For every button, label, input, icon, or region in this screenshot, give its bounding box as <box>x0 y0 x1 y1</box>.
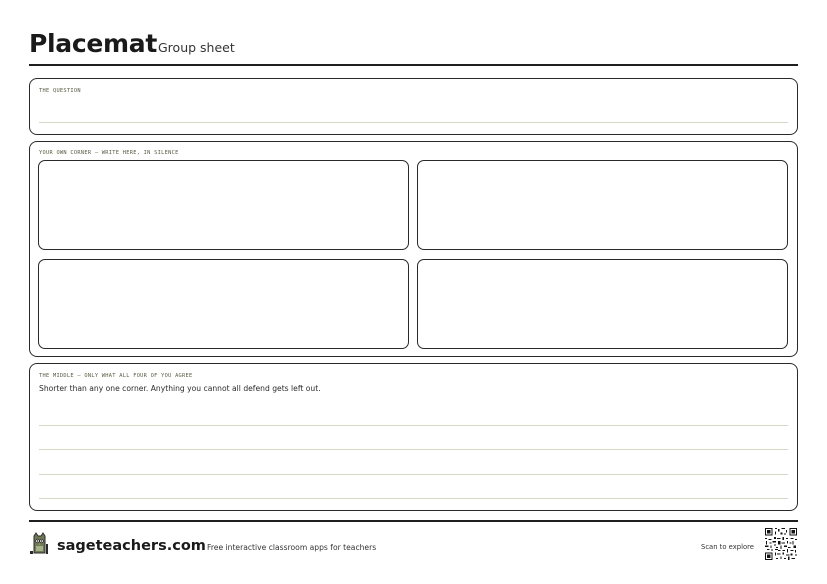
page-title: Placemat <box>29 29 158 58</box>
corners-label: YOUR OWN CORNER — WRITE HERE, IN SILENCE <box>39 150 179 156</box>
corners-box <box>29 141 798 357</box>
question-box[interactable] <box>29 78 798 135</box>
brand-link[interactable]: sageteachers.com <box>57 538 206 554</box>
corner-bottom-left[interactable] <box>38 259 409 349</box>
page-subtitle: Group sheet <box>158 40 235 55</box>
page-footer <box>29 530 798 562</box>
footer-tagline: Free interactive classroom apps for teachers <box>207 543 377 552</box>
middle-writing-line[interactable] <box>39 474 788 475</box>
corner-top-right[interactable] <box>417 160 788 250</box>
middle-box[interactable] <box>29 363 798 511</box>
header-divider <box>29 64 798 66</box>
worksheet-page <box>29 0 798 584</box>
middle-label: THE MIDDLE — ONLY WHAT ALL FOUR OF YOU AGREE <box>39 373 193 379</box>
middle-instruction: Shorter than any one corner. Anything you cannot all defend gets left out. <box>39 384 321 393</box>
corner-top-left[interactable] <box>38 160 409 250</box>
sage-owl-mascot-icon <box>30 532 49 556</box>
middle-writing-line[interactable] <box>39 449 788 450</box>
question-label: THE QUESTION <box>39 88 81 94</box>
question-writing-line[interactable] <box>39 122 788 123</box>
qr-code-icon[interactable] <box>765 528 797 560</box>
middle-writing-line[interactable] <box>39 498 788 499</box>
corner-bottom-right[interactable] <box>417 259 788 349</box>
page-header <box>29 30 798 66</box>
middle-writing-line[interactable] <box>39 425 788 426</box>
scan-prompt: Scan to explore <box>701 543 754 551</box>
footer-divider <box>29 520 798 522</box>
